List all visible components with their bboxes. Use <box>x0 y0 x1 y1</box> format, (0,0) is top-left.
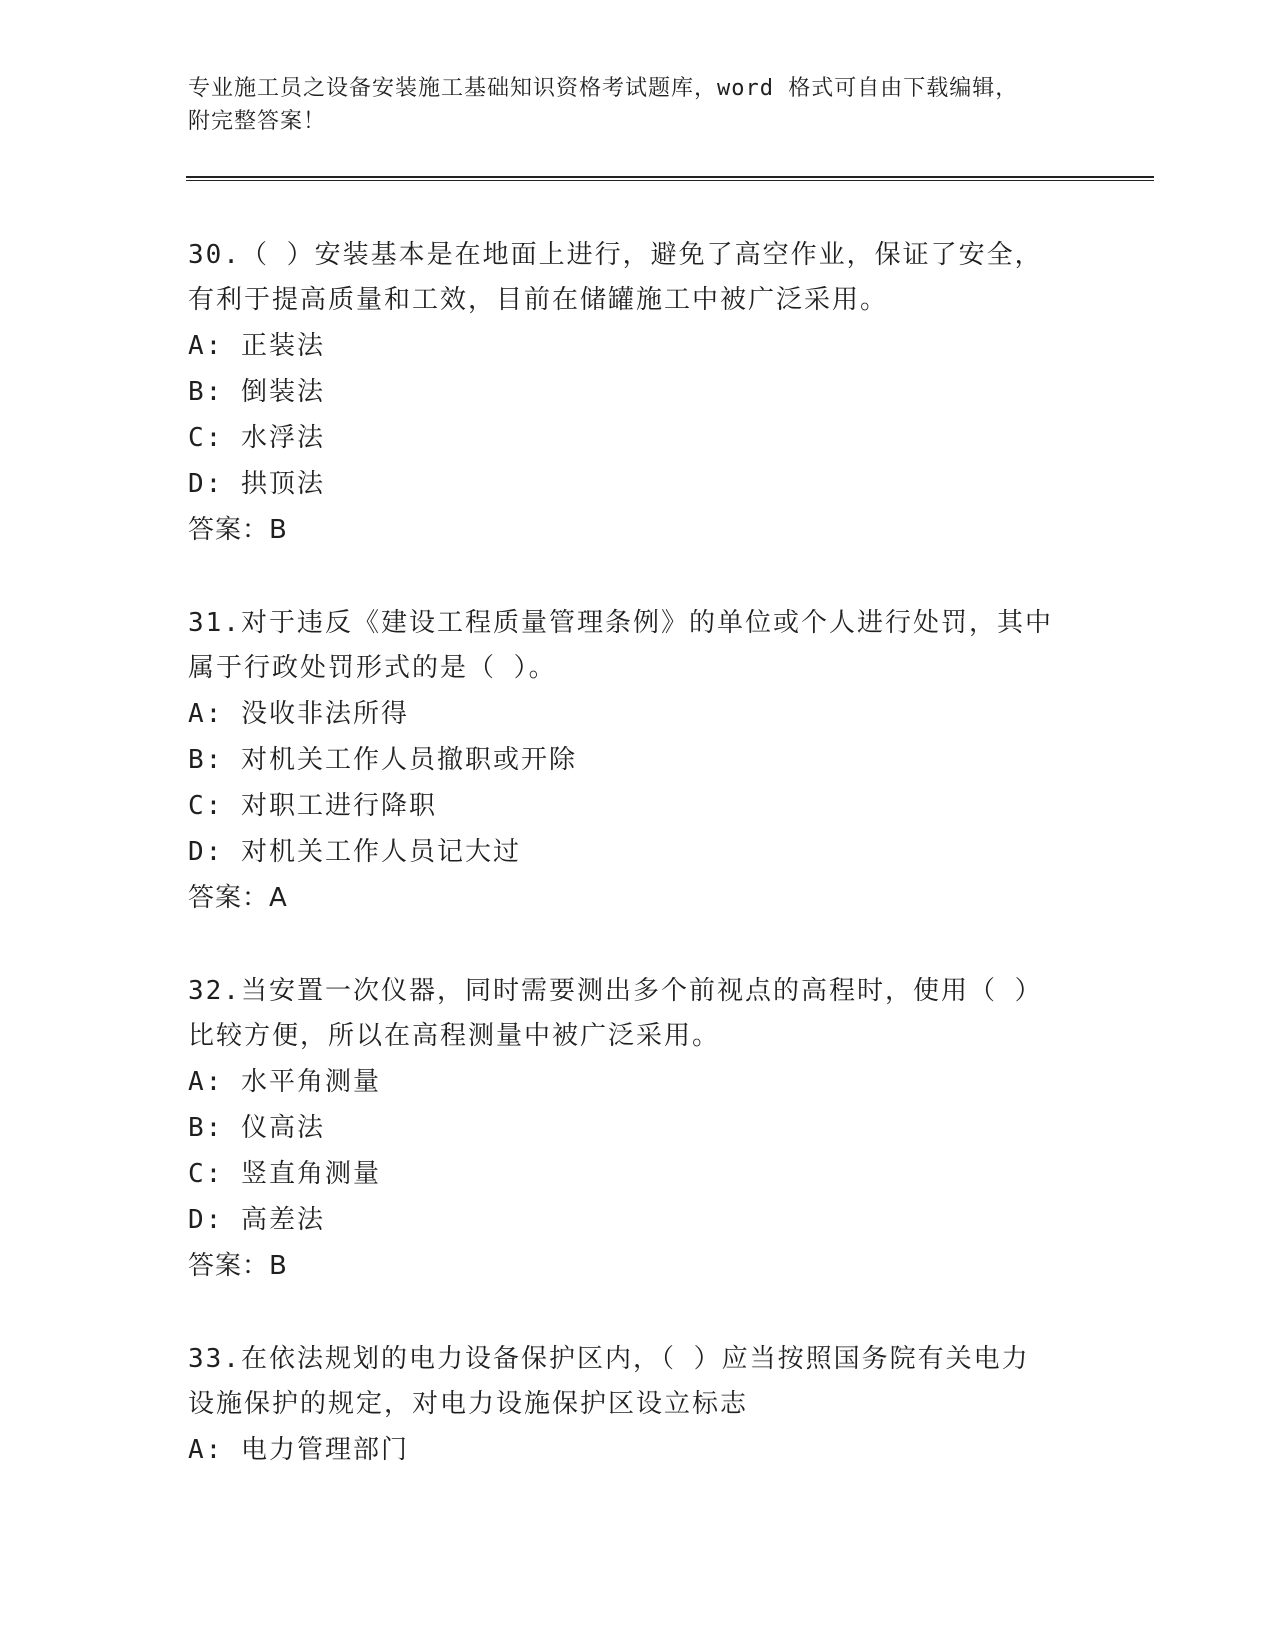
option-a: A: 没收非法所得 <box>188 699 409 729</box>
option-a: A: 电力管理部门 <box>188 1435 409 1465</box>
question-32 <box>188 969 1088 1289</box>
document-header <box>188 72 1088 138</box>
header-line-1: 专业施工员之设备安装施工基础知识资格考试题库，word 格式可自由下载编辑， <box>188 76 1019 101</box>
question-stem-line: 32.当安置一次仪器，同时需要测出多个前视点的高程时，使用（ ） <box>188 976 1043 1006</box>
question-33 <box>188 1337 1088 1473</box>
question-stem-line: 属于行政处罚形式的是（ ）。 <box>188 653 557 683</box>
question-31 <box>188 601 1088 921</box>
question-stem-line: 比较方便，所以在高程测量中被广泛采用。 <box>188 1021 721 1051</box>
header-divider <box>186 176 1154 181</box>
question-stem-line: 30.（ ）安装基本是在地面上进行，避免了高空作业，保证了安全， <box>188 240 1043 270</box>
question-list <box>188 233 1088 1521</box>
option-d: D: 高差法 <box>188 1205 325 1235</box>
question-stem-line: 31.对于违反《建设工程质量管理条例》的单位或个人进行处罚，其中 <box>188 608 1053 638</box>
answer-label: 答案：A <box>188 883 288 913</box>
question-stem-line: 设施保护的规定，对电力设施保护区设立标志 <box>188 1389 749 1419</box>
option-b: B: 倒装法 <box>188 377 325 407</box>
option-b: B: 对机关工作人员撤职或开除 <box>188 745 577 775</box>
option-c: C: 竖直角测量 <box>188 1159 381 1189</box>
option-c: C: 水浮法 <box>188 423 325 453</box>
option-a: A: 水平角测量 <box>188 1067 381 1097</box>
option-c: C: 对职工进行降职 <box>188 791 437 821</box>
question-stem-line: 有利于提高质量和工效，目前在储罐施工中被广泛采用。 <box>188 285 889 315</box>
option-d: D: 对机关工作人员记大过 <box>188 837 521 867</box>
answer-label: 答案：B <box>188 1251 288 1281</box>
option-a: A: 正装法 <box>188 331 325 361</box>
question-30 <box>188 233 1088 553</box>
question-stem-line: 33.在依法规划的电力设备保护区内，（ ）应当按照国务院有关电力 <box>188 1344 1030 1374</box>
header-line-2: 附完整答案！ <box>188 109 327 134</box>
answer-label: 答案：B <box>188 515 288 545</box>
option-b: B: 仪高法 <box>188 1113 325 1143</box>
option-d: D: 拱顶法 <box>188 469 325 499</box>
